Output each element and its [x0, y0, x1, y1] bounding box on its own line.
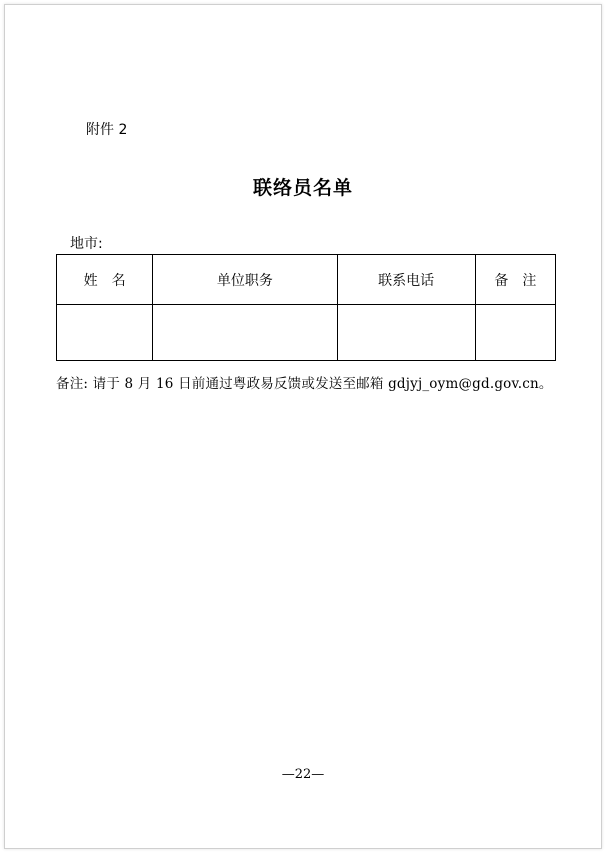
header-unit-position: 单位职务 — [153, 255, 337, 305]
cell-remarks — [475, 305, 555, 361]
table-header-row — [57, 255, 556, 305]
cell-unit-position — [153, 305, 337, 361]
attachment-label: 附件 2 — [86, 122, 128, 138]
city-label: 地市: — [70, 236, 103, 252]
header-remarks: 备 注 — [475, 255, 555, 305]
document-title: 联络员名单 — [252, 177, 353, 199]
cell-phone — [337, 305, 475, 361]
contact-table — [56, 254, 556, 361]
footnote: 备注: 请于 8 月 16 日前通过粤政易反馈或发送至邮箱 gdjyj_oym@gd.gov.cn。 — [56, 376, 553, 392]
header-phone: 联系电话 — [337, 255, 475, 305]
header-name: 姓 名 — [57, 255, 153, 305]
table-row — [57, 305, 556, 361]
cell-name — [57, 305, 153, 361]
page-number: —22— — [281, 767, 325, 782]
